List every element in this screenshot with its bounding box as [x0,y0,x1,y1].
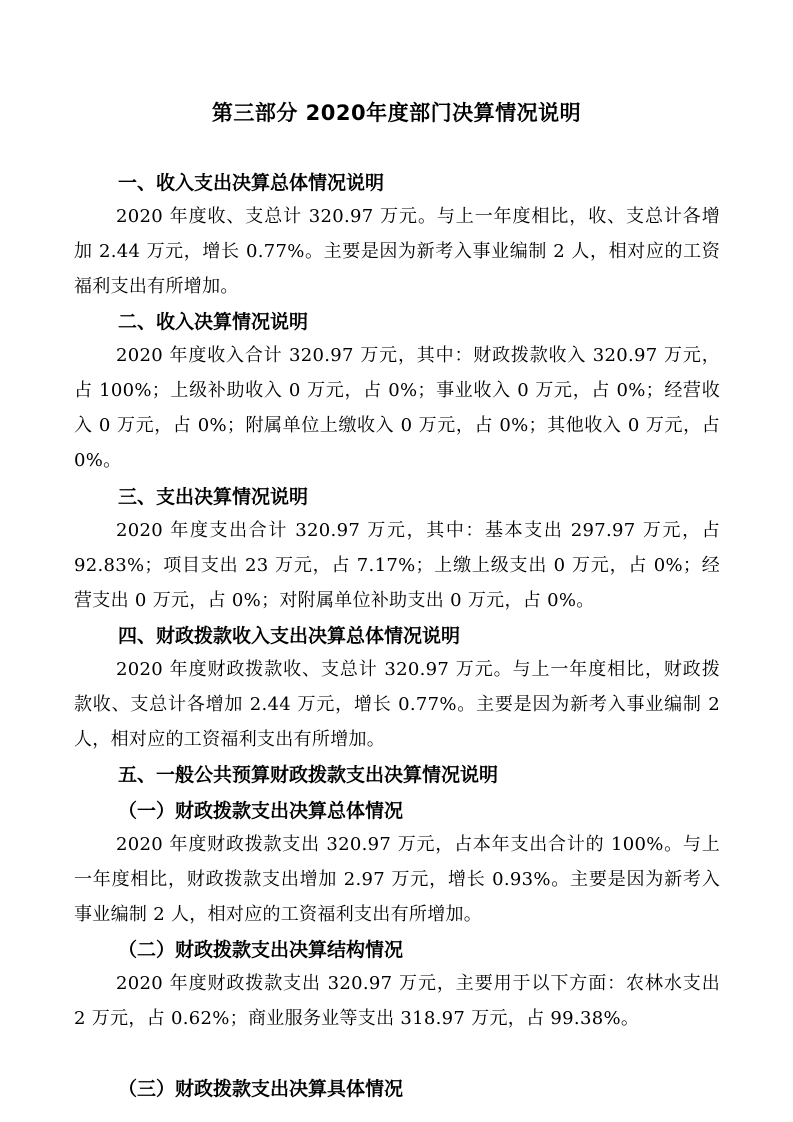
section-heading-3: 三、支出决算情况说明 [118,486,309,508]
section-heading-2: 二、收入决算情况说明 [118,311,309,333]
subsection-heading-2: （二）财政拨款支出决算结构情况 [118,939,404,961]
subsection-heading-3: （三）财政拨款支出决算具体情况 [118,1078,404,1100]
section-heading-1: 一、收入支出决算总体情况说明 [118,172,385,194]
section-paragraph-3: 2020 年度支出合计 320.97 万元，其中：基本支出 297.97 万元，占 92.83%；项目支出 23 万元，占 7.17%；上缴上级支出 0 万元，占 0%；经营支出 0 万元，占 0%；对附属单位补助支出 0 万元，占 0%。 [74,520,720,611]
section-paragraph-1: 2020 年度收、支总计 320.97 万元。与上一年度相比，收、支总计各增加 2.44 万元，增长 0.77%。主要是因为新考入事业编制 2 人，相对应的工资福利支出有所增加。 [74,206,720,297]
subsection-heading-1: （一）财政拨款支出决算总体情况 [118,800,404,822]
subsection-paragraph-2: 2020 年度财政拨款支出 320.97 万元，主要用于以下方面：农林水支出 2 万元，占 0.62%；商业服务业等支出 318.97 万元，占 99.38%。 [74,973,720,1029]
section-paragraph-4: 2020 年度财政拨款收、支总计 320.97 万元。与上一年度相比，财政拨款收、支总计各增加 2.44 万元，增长 0.77%。主要是因为新考入事业编制 2 人，相对应的工资福利支出有所增加。 [74,659,720,750]
subsection-paragraph-1: 2020 年度财政拨款支出 320.97 万元，占本年支出合计的 100%。与上一年度相比，财政拨款支出增加 2.97 万元，增长 0.93%。主要是因为新考入事业编制 2 人，相对应的工资福利支出有所增加。 [74,834,720,925]
page-title: 第三部分 2020年度部门决算情况说明 [211,101,582,125]
section-paragraph-2: 2020 年度收入合计 320.97 万元，其中：财政拨款收入 320.97 万元，占 100%；上级补助收入 0 万元，占 0%；事业收入 0 万元，占 0%；经营收入 0 万元，占 0%；附属单位上缴收入 0 万元，占 0%；其他收入 0 万元，占 0%。 [74,345,720,471]
section-heading-5: 五、一般公共预算财政拨款支出决算情况说明 [118,764,499,786]
section-heading-4: 四、财政拨款收入支出决算总体情况说明 [118,625,461,647]
